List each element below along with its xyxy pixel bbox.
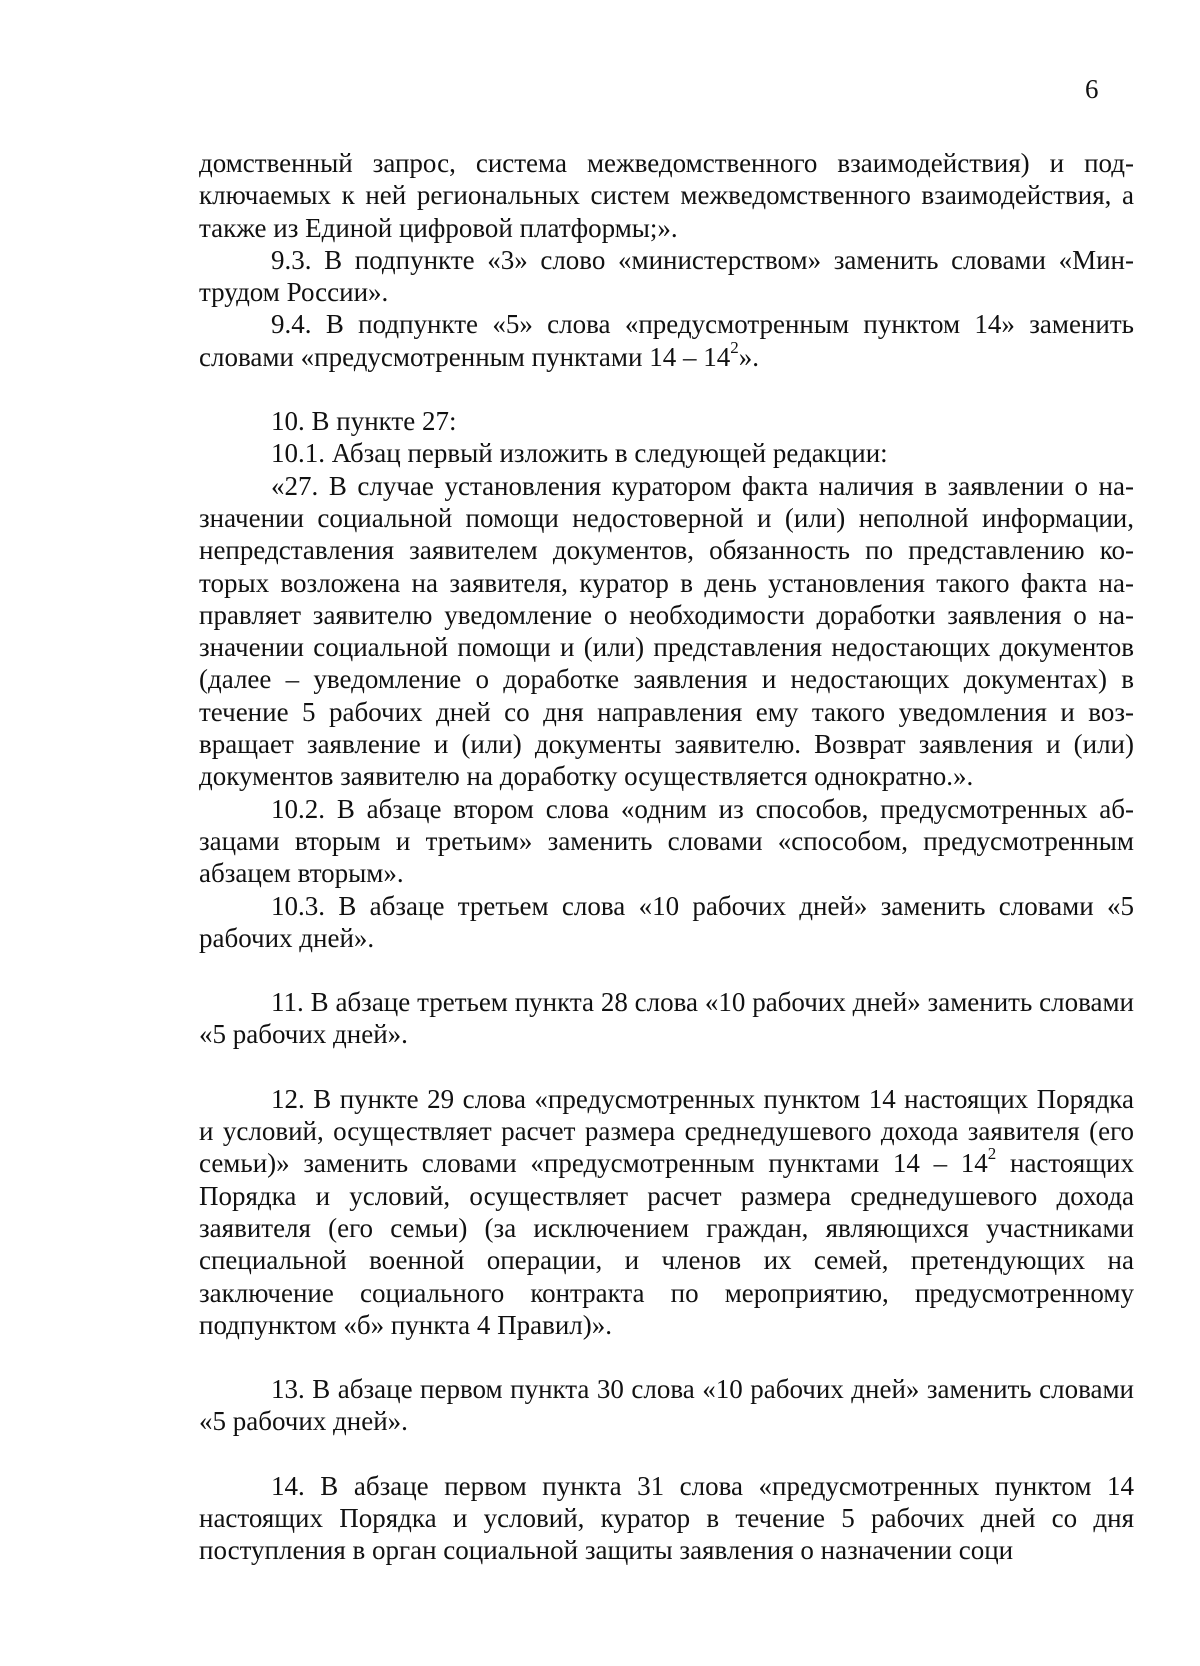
paragraph-10: 10. В пункте 27:: [271, 406, 457, 437]
paragraph-gap: [199, 1051, 1134, 1083]
paragraph-12: [199, 1083, 1134, 1341]
paragraph-12-end: настоящих Порядка и условий, осуществляет расчет размера среднедушевого дохода заявителя (его семьи) (за исключением граждан, являющихся участниками специальной военной операции, и членов их семей, претендующих на заключение социального контракта по мероприятию, предусмотренному подпунктом «б» пункта 4 Правил)».: [199, 1148, 1134, 1340]
paragraph-13: 13. В абзаце первом пункта 30 слова «10 рабочих дней» заменить словами «5 рабочих дней».: [199, 1374, 1134, 1437]
quoted-paragraph-27: «27. В случае установления куратором факта наличия в заявлении о назначении социальной помощи недостоверной и (или) неполной информации, непредставления заявителем документов, обязанность по представлению которых возложена на заявителя, куратор в день установления такого факта направляет заявителю уведомление о необходимости доработки заявления о назначении социальной помощи и (или) представления недостающих документов (далее – уведомление о доработке заявления и недостающих документах) в течение 5 рабочих дней со дня направления ему такого уведомления и возвращает заявление и (или) документы заявителю. Возврат заявления и (или) документов заявителю на доработку осуществляется однократно.».: [199, 470, 1134, 792]
paragraph-9-4-text: 9.4. В подпункте «5» слова «предусмотренным пунктом 14» заменить словами «предусмотренным пунктами 14 – 14: [199, 309, 1134, 372]
paragraph-gap: [199, 373, 1134, 405]
paragraph-continuation: домственный запрос, система межведомственного взаимодействия) и подключаемых к ней региональных систем межведомственного взаимодействия, а также из Единой цифровой платформы;».: [199, 148, 1134, 243]
paragraph-9-3: 9.3. В подпункте «3» слово «министерством» заменить словами «Минтрудом России».: [199, 244, 1134, 308]
paragraph-11: 11. В абзаце третьем пункта 28 слова «10 рабочих дней» заменить словами «5 рабочих дней».: [199, 987, 1134, 1050]
paragraph-gap: [199, 1438, 1134, 1470]
paragraph-gap: [199, 954, 1134, 986]
paragraph-9-4: [199, 308, 1134, 373]
document-body: [199, 147, 1134, 1567]
paragraph-gap: [199, 1341, 1134, 1373]
paragraph-10-3: 10.3. В абзаце третьем слова «10 рабочих дней» заменить словами «5 рабочих дней».: [199, 890, 1134, 953]
superscript-2: 2: [730, 337, 739, 357]
superscript-2: 2: [987, 1144, 997, 1164]
paragraph-12-text: 12. В пункте 29 слова «предусмотренных пунктом 14 настоящих Порядка и условий, осуществляет расчет размера среднедушевого дохода заявителя (его семьи)» заменить словами «предусмотренным пунктами 14 – 14: [199, 1083, 1134, 1179]
paragraph-10-1: 10.1. Абзац первый изложить в следующей редакции:: [271, 438, 888, 469]
paragraph-14: 14. В абзаце первом пункта 31 слова «предусмотренных пунктом 14 настоящих Порядка и условий, куратор в течение 5 рабочих дней со дня поступления в орган социальной защиты заявления о назначении соци: [199, 1470, 1134, 1566]
page-number: 6: [1085, 74, 1099, 104]
paragraph-9-4-end: ».: [738, 341, 759, 372]
paragraph-10-2: 10.2. В абзаце втором слова «одним из способов, предусмотренных абзацами вторым и третьим» заменить словами «способом, предусмотренным абзацем вторым».: [199, 793, 1134, 889]
